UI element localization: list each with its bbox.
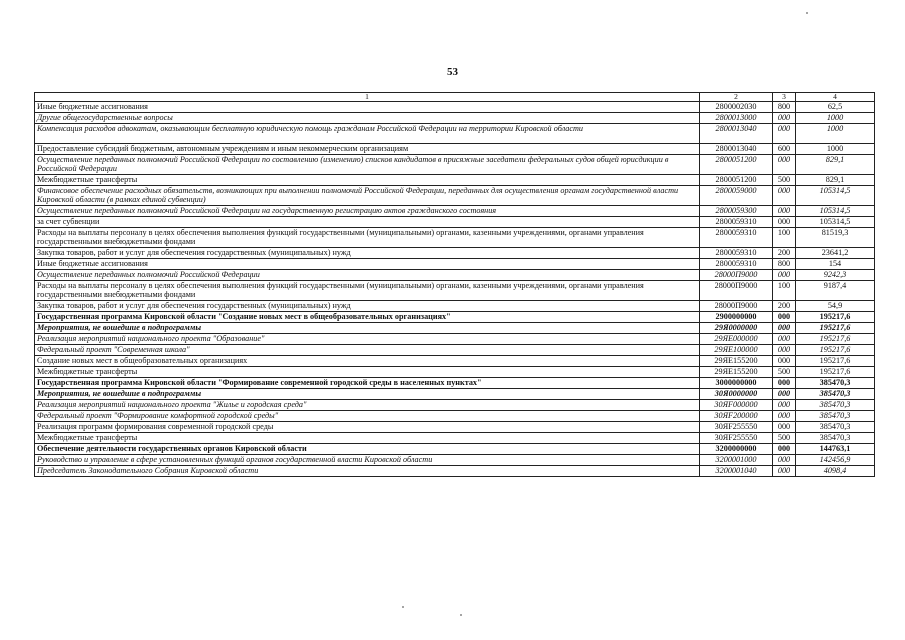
row-name-cell: Государственная программа Кировской области "Создание новых мест в общеобразовательных организациях" [35, 312, 700, 323]
row-code-cell: 29ЯЕ155200 [700, 356, 773, 367]
row-code-cell: 30ЯF000000 [700, 400, 773, 411]
table-row [35, 466, 875, 477]
row-sum-cell: 829,1 [796, 175, 875, 186]
row-vr-cell: 000 [773, 411, 796, 422]
table-row [35, 217, 875, 228]
row-code-cell: 28000П9000 [700, 301, 773, 312]
table-row [35, 400, 875, 411]
header-col-vr: 3 [773, 93, 796, 102]
table-row [35, 433, 875, 444]
table-row [35, 228, 875, 248]
row-name-cell: Межбюджетные трансферты [35, 433, 700, 444]
row-sum-cell: 195217,6 [796, 345, 875, 356]
table-row [35, 455, 875, 466]
row-code-cell: 2900000000 [700, 312, 773, 323]
row-sum-cell: 385470,3 [796, 400, 875, 411]
row-code-cell: 2800051200 [700, 155, 773, 175]
row-sum-cell: 62,5 [796, 102, 875, 113]
row-vr-cell: 200 [773, 301, 796, 312]
row-vr-cell: 000 [773, 400, 796, 411]
row-sum-cell: 385470,3 [796, 422, 875, 433]
row-vr-cell: 200 [773, 248, 796, 259]
table-row [35, 259, 875, 270]
row-sum-cell: 142456,9 [796, 455, 875, 466]
row-sum-cell: 105314,5 [796, 206, 875, 217]
row-sum-cell: 105314,5 [796, 186, 875, 206]
row-name-cell: Реализация мероприятий национального проекта "Образование" [35, 334, 700, 345]
row-vr-cell: 000 [773, 345, 796, 356]
row-name-cell: Реализация программ формирования современной городской среды [35, 422, 700, 433]
row-vr-cell: 000 [773, 466, 796, 477]
table-row [35, 270, 875, 281]
row-vr-cell: 000 [773, 217, 796, 228]
row-vr-cell: 000 [773, 389, 796, 400]
row-sum-cell: 385470,3 [796, 411, 875, 422]
row-vr-cell: 000 [773, 186, 796, 206]
row-vr-cell: 600 [773, 144, 796, 155]
header-col-code: 2 [700, 93, 773, 102]
row-vr-cell: 500 [773, 367, 796, 378]
row-name-cell: Обеспечение деятельности государственных органов Кировской области [35, 444, 700, 455]
row-code-cell: 28000П9000 [700, 270, 773, 281]
row-sum-cell: 1000 [796, 124, 875, 144]
table-row [35, 124, 875, 144]
table-row [35, 422, 875, 433]
row-code-cell: 2800013040 [700, 144, 773, 155]
row-name-cell: за счет субвенции [35, 217, 700, 228]
row-code-cell: 29ЯЕ000000 [700, 334, 773, 345]
table-header-row [35, 93, 875, 102]
row-vr-cell: 000 [773, 323, 796, 334]
table-row [35, 367, 875, 378]
row-name-cell: Руководство и управление в сфере установленных функций органов государственной власти Кировской области [35, 455, 700, 466]
scan-speck [806, 12, 808, 14]
row-code-cell: 2800059310 [700, 248, 773, 259]
row-code-cell: 29Я0000000 [700, 323, 773, 334]
row-name-cell: Иные бюджетные ассигнования [35, 259, 700, 270]
row-name-cell: Закупка товаров, работ и услуг для обеспечения государственных (муниципальных) нужд [35, 301, 700, 312]
row-code-cell: 2800051200 [700, 175, 773, 186]
row-vr-cell: 000 [773, 356, 796, 367]
row-code-cell: 2800013040 [700, 124, 773, 144]
table-row [35, 444, 875, 455]
table-row [35, 155, 875, 175]
row-code-cell: 2800059310 [700, 259, 773, 270]
table-row [35, 345, 875, 356]
table-row [35, 175, 875, 186]
row-vr-cell: 000 [773, 270, 796, 281]
row-name-cell: Расходы на выплаты персоналу в целях обеспечения выполнения функций государственными (муниципальными) органами, казенными учреждениями, органами управления государственными внебюджетными фондами [35, 281, 700, 301]
table-row [35, 206, 875, 217]
row-name-cell: Осуществление переданных полномочий Российской Федерации [35, 270, 700, 281]
row-vr-cell: 000 [773, 334, 796, 345]
row-vr-cell: 100 [773, 281, 796, 301]
row-name-cell: Межбюджетные трансферты [35, 367, 700, 378]
row-name-cell: Председатель Законодательного Собрания Кировской области [35, 466, 700, 477]
table-row [35, 378, 875, 389]
row-vr-cell: 800 [773, 102, 796, 113]
row-sum-cell: 154 [796, 259, 875, 270]
row-sum-cell: 385470,3 [796, 378, 875, 389]
table-row [35, 102, 875, 113]
row-name-cell: Финансовое обеспечение расходных обязательств, возникающих при выполнении полномочий Российской Федерации, переданных для осуществления органам государственной власти Кировской области (в рамках единой субвенции) [35, 186, 700, 206]
row-code-cell: 29ЯЕ100000 [700, 345, 773, 356]
budget-table [34, 92, 875, 477]
row-code-cell: 2800059000 [700, 186, 773, 206]
table-row [35, 334, 875, 345]
row-vr-cell: 000 [773, 206, 796, 217]
row-sum-cell: 105314,5 [796, 217, 875, 228]
row-code-cell: 30ЯF200000 [700, 411, 773, 422]
row-code-cell: 3200001040 [700, 466, 773, 477]
row-vr-cell: 000 [773, 312, 796, 323]
row-code-cell: 2800059310 [700, 217, 773, 228]
row-name-cell: Предоставление субсидий бюджетным, автономным учреждениям и иным некоммерческим организациям [35, 144, 700, 155]
row-name-cell: Федеральный проект "Современная школа" [35, 345, 700, 356]
scan-speck [460, 614, 462, 616]
row-sum-cell: 9242,3 [796, 270, 875, 281]
row-sum-cell: 23641,2 [796, 248, 875, 259]
row-name-cell: Компенсация расходов адвокатам, оказывающим бесплатную юридическую помощь гражданам Российской Федерации на территории Кировской области [35, 124, 700, 144]
row-name-cell: Осуществление переданных полномочий Российской Федерации на государственную регистрацию актов гражданского состояния [35, 206, 700, 217]
row-name-cell: Другие общегосударственные вопросы [35, 113, 700, 124]
row-code-cell: 30ЯF255550 [700, 433, 773, 444]
scan-speck [402, 606, 404, 608]
row-vr-cell: 000 [773, 155, 796, 175]
table-row [35, 312, 875, 323]
row-sum-cell: 195217,6 [796, 323, 875, 334]
row-code-cell: 29ЯЕ155200 [700, 367, 773, 378]
row-name-cell: Закупка товаров, работ и услуг для обеспечения государственных (муниципальных) нужд [35, 248, 700, 259]
row-name-cell: Реализация мероприятий национального проекта "Жилье и городская среда" [35, 400, 700, 411]
table-row [35, 389, 875, 400]
table-row [35, 281, 875, 301]
header-col-name: 1 [35, 93, 700, 102]
page-number: 53 [447, 66, 458, 78]
table-row [35, 113, 875, 124]
row-sum-cell: 144763,1 [796, 444, 875, 455]
row-sum-cell: 195217,6 [796, 334, 875, 345]
row-name-cell: Федеральный проект "Формирование комфортной городской среды" [35, 411, 700, 422]
row-name-cell: Межбюджетные трансферты [35, 175, 700, 186]
row-vr-cell: 800 [773, 259, 796, 270]
table-row [35, 186, 875, 206]
row-vr-cell: 500 [773, 175, 796, 186]
table-row [35, 323, 875, 334]
row-code-cell: 2800059310 [700, 228, 773, 248]
table-row [35, 411, 875, 422]
row-code-cell: 2800013000 [700, 113, 773, 124]
row-code-cell: 30Я0000000 [700, 389, 773, 400]
row-sum-cell: 195217,6 [796, 312, 875, 323]
row-code-cell: 28000П9000 [700, 281, 773, 301]
row-name-cell: Иные бюджетные ассигнования [35, 102, 700, 113]
row-vr-cell: 000 [773, 422, 796, 433]
row-name-cell: Расходы на выплаты персоналу в целях обеспечения выполнения функций государственными (муниципальными) органами, казенными учреждениями, органами управления государственными внебюджетными фондами [35, 228, 700, 248]
row-vr-cell: 000 [773, 113, 796, 124]
row-name-cell: Мероприятия, не вошедшие в подпрограммы [35, 323, 700, 334]
row-sum-cell: 1000 [796, 113, 875, 124]
row-vr-cell: 000 [773, 444, 796, 455]
row-code-cell: 2800002030 [700, 102, 773, 113]
row-sum-cell: 54,9 [796, 301, 875, 312]
row-sum-cell: 1000 [796, 144, 875, 155]
row-sum-cell: 385470,3 [796, 433, 875, 444]
row-vr-cell: 500 [773, 433, 796, 444]
row-vr-cell: 000 [773, 124, 796, 144]
row-sum-cell: 195217,6 [796, 356, 875, 367]
row-vr-cell: 100 [773, 228, 796, 248]
row-code-cell: 3000000000 [700, 378, 773, 389]
row-name-cell: Мероприятия, не вошедшие в подпрограммы [35, 389, 700, 400]
row-code-cell: 3200001000 [700, 455, 773, 466]
row-code-cell: 30ЯF255550 [700, 422, 773, 433]
table-row [35, 248, 875, 259]
table-row [35, 356, 875, 367]
row-name-cell: Создание новых мест в общеобразовательных организациях [35, 356, 700, 367]
row-vr-cell: 000 [773, 378, 796, 389]
row-code-cell: 2800059300 [700, 206, 773, 217]
row-sum-cell: 9187,4 [796, 281, 875, 301]
table-row [35, 144, 875, 155]
row-code-cell: 3200000000 [700, 444, 773, 455]
row-sum-cell: 195217,6 [796, 367, 875, 378]
table-row [35, 301, 875, 312]
row-sum-cell: 81519,3 [796, 228, 875, 248]
row-name-cell: Государственная программа Кировской области "Формирование современной городской среды в населенных пунктах" [35, 378, 700, 389]
row-sum-cell: 4098,4 [796, 466, 875, 477]
row-sum-cell: 385470,3 [796, 389, 875, 400]
row-sum-cell: 829,1 [796, 155, 875, 175]
row-name-cell: Осуществление переданных полномочий Российской Федерации по составлению (изменению) списков кандидатов в присяжные заседатели федеральных судов общей юрисдикции в Российской Федерации [35, 155, 700, 175]
row-vr-cell: 000 [773, 455, 796, 466]
header-col-sum: 4 [796, 93, 875, 102]
